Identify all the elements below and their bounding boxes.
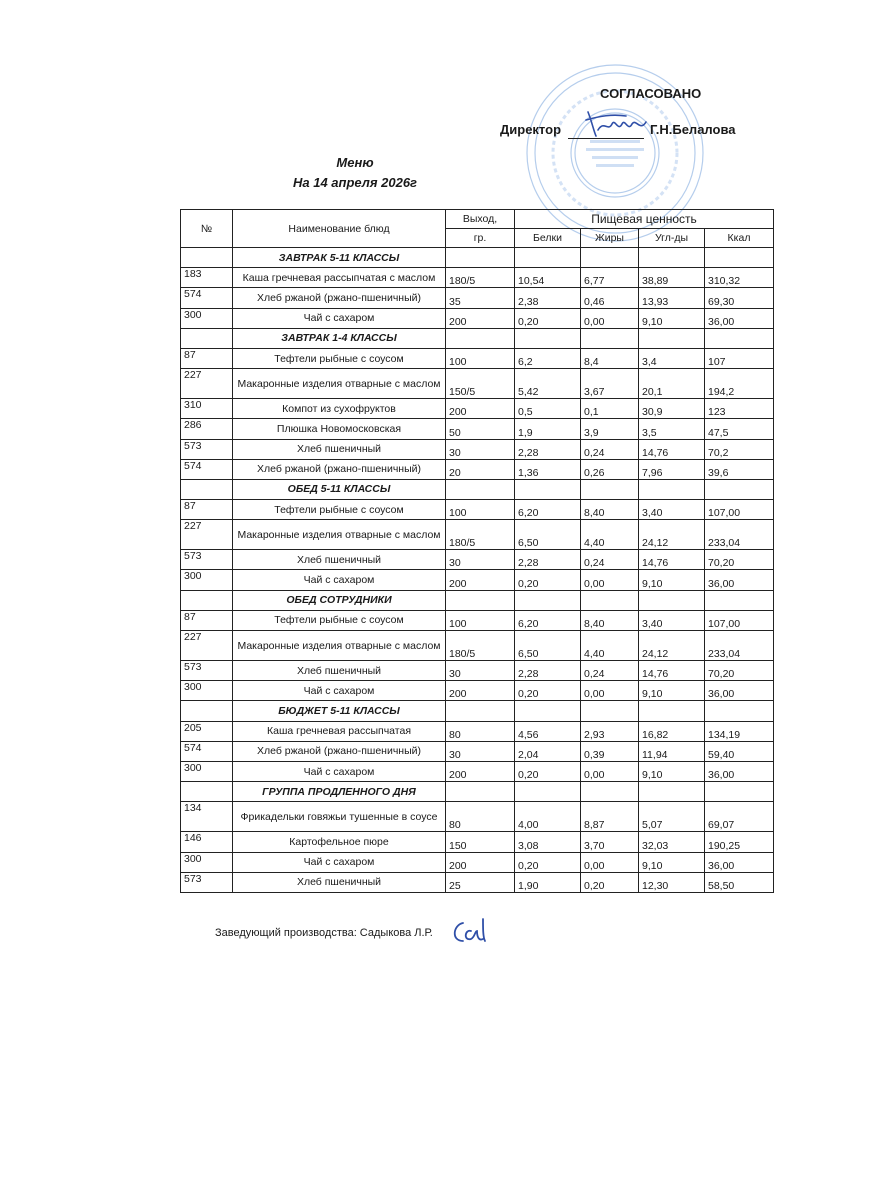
dish-fat: 0,24 xyxy=(581,661,639,681)
dish-protein: 0,20 xyxy=(515,681,581,701)
dish-fat: 0,00 xyxy=(581,308,639,328)
dish-fat: 0,20 xyxy=(581,872,639,892)
dish-yield: 80 xyxy=(446,802,515,832)
empty-cell xyxy=(515,248,581,268)
dish-yield: 35 xyxy=(446,288,515,308)
table-row xyxy=(181,439,774,459)
dish-carbs: 38,89 xyxy=(639,268,705,288)
dish-name: Хлеб ржаной (ржано-пшеничный) xyxy=(233,459,446,479)
dish-kcal: 39,6 xyxy=(705,459,774,479)
section-title: ГРУППА ПРОДЛЕННОГО ДНЯ xyxy=(233,782,446,802)
dish-name: Чай с сахаром xyxy=(233,570,446,590)
dish-name: Плюшка Новомосковская xyxy=(233,419,446,439)
menu-table xyxy=(180,209,774,893)
section-row xyxy=(181,701,774,721)
dish-carbs: 9,10 xyxy=(639,761,705,781)
table-row xyxy=(181,500,774,520)
director-name: Г.Н.Белалова xyxy=(650,122,736,137)
dish-carbs: 7,96 xyxy=(639,459,705,479)
dish-yield: 100 xyxy=(446,610,515,630)
dish-yield: 200 xyxy=(446,852,515,872)
dish-code: 300 xyxy=(181,761,233,781)
empty-cell xyxy=(639,782,705,802)
dish-name: Чай с сахаром xyxy=(233,681,446,701)
dish-carbs: 3,40 xyxy=(639,610,705,630)
dish-code: 300 xyxy=(181,681,233,701)
dish-yield: 100 xyxy=(446,500,515,520)
section-row xyxy=(181,479,774,499)
dish-fat: 3,70 xyxy=(581,832,639,852)
dish-fat: 8,4 xyxy=(581,348,639,368)
dish-kcal: 58,50 xyxy=(705,872,774,892)
header-yield: Выход, xyxy=(446,210,515,229)
empty-cell xyxy=(446,782,515,802)
dish-name: Картофельное пюре xyxy=(233,832,446,852)
header-dish: Наименование блюд xyxy=(233,210,446,248)
dish-carbs: 24,12 xyxy=(639,631,705,661)
dish-fat: 6,77 xyxy=(581,268,639,288)
dish-name: Макаронные изделия отварные с маслом xyxy=(233,631,446,661)
dish-name: Чай с сахаром xyxy=(233,852,446,872)
dish-name: Хлеб пшеничный xyxy=(233,661,446,681)
table-row xyxy=(181,399,774,419)
empty-cell xyxy=(515,590,581,610)
empty-cell xyxy=(705,782,774,802)
dish-yield: 200 xyxy=(446,308,515,328)
empty-cell xyxy=(515,701,581,721)
dish-kcal: 190,25 xyxy=(705,832,774,852)
dish-kcal: 70,2 xyxy=(705,439,774,459)
section-row xyxy=(181,782,774,802)
header-fat: Жиры xyxy=(581,229,639,248)
dish-code: 134 xyxy=(181,802,233,832)
table-row xyxy=(181,369,774,399)
section-title: БЮДЖЕТ 5-11 КЛАССЫ xyxy=(233,701,446,721)
dish-yield: 200 xyxy=(446,570,515,590)
dish-code: 146 xyxy=(181,832,233,852)
dish-code: 183 xyxy=(181,268,233,288)
dish-protein: 0,5 xyxy=(515,399,581,419)
dish-kcal: 123 xyxy=(705,399,774,419)
dish-fat: 4,40 xyxy=(581,520,639,550)
dish-carbs: 9,10 xyxy=(639,308,705,328)
dish-yield: 200 xyxy=(446,761,515,781)
section-title: ОБЕД СОТРУДНИКИ xyxy=(233,590,446,610)
empty-cell xyxy=(515,782,581,802)
empty-cell xyxy=(639,701,705,721)
dish-carbs: 5,07 xyxy=(639,802,705,832)
dish-yield: 100 xyxy=(446,348,515,368)
dish-fat: 0,46 xyxy=(581,288,639,308)
dish-name: Хлеб ржаной (ржано-пшеничный) xyxy=(233,288,446,308)
dish-kcal: 36,00 xyxy=(705,570,774,590)
dish-code: 227 xyxy=(181,631,233,661)
director-role: Директор xyxy=(500,122,562,137)
dish-yield: 200 xyxy=(446,681,515,701)
dish-kcal: 194,2 xyxy=(705,369,774,399)
dish-protein: 0,20 xyxy=(515,852,581,872)
header-carbs: Угл-ды xyxy=(639,229,705,248)
table-row xyxy=(181,681,774,701)
dish-carbs: 14,76 xyxy=(639,550,705,570)
signature-underline xyxy=(568,138,644,139)
table-row xyxy=(181,268,774,288)
table-row xyxy=(181,661,774,681)
empty-cell xyxy=(181,701,233,721)
empty-cell xyxy=(639,590,705,610)
dish-code: 574 xyxy=(181,741,233,761)
table-row xyxy=(181,348,774,368)
table-row xyxy=(181,741,774,761)
dish-carbs: 14,76 xyxy=(639,661,705,681)
empty-cell xyxy=(705,701,774,721)
dish-fat: 0,00 xyxy=(581,761,639,781)
dish-name: Фрикадельки говяжьи тушенные в соусе xyxy=(233,802,446,832)
dish-fat: 8,40 xyxy=(581,610,639,630)
dish-name: Каша гречневая рассыпчатая с маслом xyxy=(233,268,446,288)
dish-protein: 1,90 xyxy=(515,872,581,892)
dish-kcal: 47,5 xyxy=(705,419,774,439)
dish-protein: 6,2 xyxy=(515,348,581,368)
table-row xyxy=(181,761,774,781)
table-row xyxy=(181,610,774,630)
dish-code: 300 xyxy=(181,570,233,590)
dish-fat: 8,87 xyxy=(581,802,639,832)
dish-carbs: 9,10 xyxy=(639,852,705,872)
table-row xyxy=(181,852,774,872)
dish-name: Тефтели рыбные с соусом xyxy=(233,348,446,368)
table-row xyxy=(181,550,774,570)
dish-name: Хлеб пшеничный xyxy=(233,550,446,570)
menu-title: Меню xyxy=(336,155,374,170)
dish-yield: 80 xyxy=(446,721,515,741)
dish-protein: 6,50 xyxy=(515,631,581,661)
dish-kcal: 70,20 xyxy=(705,550,774,570)
dish-fat: 0,24 xyxy=(581,550,639,570)
table-row xyxy=(181,832,774,852)
dish-fat: 0,00 xyxy=(581,570,639,590)
dish-name: Хлеб ржаной (ржано-пшеничный) xyxy=(233,741,446,761)
dish-yield: 20 xyxy=(446,459,515,479)
dish-code: 286 xyxy=(181,419,233,439)
dish-code: 300 xyxy=(181,852,233,872)
dish-protein: 10,54 xyxy=(515,268,581,288)
dish-yield: 50 xyxy=(446,419,515,439)
manager-signature xyxy=(447,915,491,947)
dish-carbs: 3,5 xyxy=(639,419,705,439)
dish-protein: 5,42 xyxy=(515,369,581,399)
empty-cell xyxy=(581,479,639,499)
dish-protein: 4,00 xyxy=(515,802,581,832)
approval-heading: СОГЛАСОВАНО xyxy=(600,86,702,101)
dish-code: 205 xyxy=(181,721,233,741)
table-row xyxy=(181,520,774,550)
header-unit: гр. xyxy=(446,229,515,248)
empty-cell xyxy=(446,248,515,268)
dish-carbs: 12,30 xyxy=(639,872,705,892)
header-no: № xyxy=(181,210,233,248)
empty-cell xyxy=(181,248,233,268)
dish-protein: 6,20 xyxy=(515,610,581,630)
dish-code: 573 xyxy=(181,439,233,459)
empty-cell xyxy=(181,479,233,499)
dish-code: 87 xyxy=(181,348,233,368)
dish-protein: 2,04 xyxy=(515,741,581,761)
empty-cell xyxy=(446,328,515,348)
empty-cell xyxy=(581,782,639,802)
empty-cell xyxy=(515,479,581,499)
table-row xyxy=(181,721,774,741)
table-row xyxy=(181,308,774,328)
section-row xyxy=(181,328,774,348)
dish-fat: 3,67 xyxy=(581,369,639,399)
dish-kcal: 36,00 xyxy=(705,681,774,701)
empty-cell xyxy=(181,782,233,802)
dish-kcal: 69,30 xyxy=(705,288,774,308)
dish-code: 573 xyxy=(181,872,233,892)
dish-carbs: 16,82 xyxy=(639,721,705,741)
dish-name: Тефтели рыбные с соусом xyxy=(233,500,446,520)
section-title: ЗАВТРАК 1-4 КЛАССЫ xyxy=(233,328,446,348)
dish-kcal: 36,00 xyxy=(705,761,774,781)
dish-carbs: 14,76 xyxy=(639,439,705,459)
dish-kcal: 134,19 xyxy=(705,721,774,741)
section-row xyxy=(181,248,774,268)
header-nutrition: Пищевая ценность xyxy=(515,210,774,229)
table-row xyxy=(181,631,774,661)
table-row xyxy=(181,459,774,479)
dish-name: Макаронные изделия отварные с маслом xyxy=(233,520,446,550)
dish-code: 310 xyxy=(181,399,233,419)
dish-carbs: 3,4 xyxy=(639,348,705,368)
dish-protein: 0,20 xyxy=(515,570,581,590)
dish-kcal: 233,04 xyxy=(705,520,774,550)
empty-cell xyxy=(705,479,774,499)
dish-kcal: 107 xyxy=(705,348,774,368)
dish-carbs: 13,93 xyxy=(639,288,705,308)
empty-cell xyxy=(581,328,639,348)
dish-yield: 30 xyxy=(446,550,515,570)
dish-protein: 0,20 xyxy=(515,761,581,781)
dish-name: Компот из сухофруктов xyxy=(233,399,446,419)
dish-protein: 2,28 xyxy=(515,550,581,570)
dish-name: Хлеб пшеничный xyxy=(233,439,446,459)
table-row xyxy=(181,802,774,832)
menu-table-body xyxy=(181,248,774,893)
empty-cell xyxy=(705,248,774,268)
empty-cell xyxy=(639,479,705,499)
dish-fat: 0,1 xyxy=(581,399,639,419)
dish-carbs: 20,1 xyxy=(639,369,705,399)
dish-code: 227 xyxy=(181,520,233,550)
header-protein: Белки xyxy=(515,229,581,248)
dish-carbs: 3,40 xyxy=(639,500,705,520)
table-row xyxy=(181,419,774,439)
dish-code: 573 xyxy=(181,661,233,681)
dish-code: 574 xyxy=(181,459,233,479)
dish-protein: 4,56 xyxy=(515,721,581,741)
empty-cell xyxy=(446,590,515,610)
dish-carbs: 24,12 xyxy=(639,520,705,550)
dish-protein: 6,20 xyxy=(515,500,581,520)
dish-protein: 0,20 xyxy=(515,308,581,328)
dish-name: Тефтели рыбные с соусом xyxy=(233,610,446,630)
empty-cell xyxy=(639,328,705,348)
dish-kcal: 69,07 xyxy=(705,802,774,832)
dish-kcal: 107,00 xyxy=(705,610,774,630)
dish-fat: 0,26 xyxy=(581,459,639,479)
dish-fat: 8,40 xyxy=(581,500,639,520)
table-row xyxy=(181,570,774,590)
section-title: ОБЕД 5-11 КЛАССЫ xyxy=(233,479,446,499)
dish-protein: 6,50 xyxy=(515,520,581,550)
dish-protein: 2,38 xyxy=(515,288,581,308)
empty-cell xyxy=(705,328,774,348)
dish-name: Макаронные изделия отварные с маслом xyxy=(233,369,446,399)
footer-responsible: Заведующий производства: Садыкова Л.Р. xyxy=(215,927,433,939)
menu-date: На 14 апреля 2026г xyxy=(292,175,417,190)
dish-protein: 1,36 xyxy=(515,459,581,479)
dish-kcal: 107,00 xyxy=(705,500,774,520)
dish-carbs: 9,10 xyxy=(639,570,705,590)
table-row xyxy=(181,872,774,892)
empty-cell xyxy=(515,328,581,348)
dish-carbs: 11,94 xyxy=(639,741,705,761)
section-title: ЗАВТРАК 5-11 КЛАССЫ xyxy=(233,248,446,268)
empty-cell xyxy=(705,590,774,610)
dish-yield: 180/5 xyxy=(446,631,515,661)
dish-fat: 2,93 xyxy=(581,721,639,741)
dish-yield: 180/5 xyxy=(446,520,515,550)
empty-cell xyxy=(581,590,639,610)
dish-yield: 25 xyxy=(446,872,515,892)
dish-code: 573 xyxy=(181,550,233,570)
dish-protein: 2,28 xyxy=(515,439,581,459)
dish-yield: 30 xyxy=(446,661,515,681)
dish-name: Чай с сахаром xyxy=(233,308,446,328)
dish-kcal: 36,00 xyxy=(705,852,774,872)
dish-fat: 3,9 xyxy=(581,419,639,439)
dish-yield: 30 xyxy=(446,741,515,761)
empty-cell xyxy=(446,701,515,721)
dish-code: 87 xyxy=(181,610,233,630)
dish-yield: 200 xyxy=(446,399,515,419)
section-row xyxy=(181,590,774,610)
dish-name: Хлеб пшеничный xyxy=(233,872,446,892)
dish-yield: 180/5 xyxy=(446,268,515,288)
dish-code: 227 xyxy=(181,369,233,399)
dish-kcal: 70,20 xyxy=(705,661,774,681)
dish-fat: 4,40 xyxy=(581,631,639,661)
empty-cell xyxy=(181,328,233,348)
empty-cell xyxy=(639,248,705,268)
dish-protein: 2,28 xyxy=(515,661,581,681)
dish-fat: 0,39 xyxy=(581,741,639,761)
table-row xyxy=(181,288,774,308)
dish-code: 87 xyxy=(181,500,233,520)
dish-carbs: 9,10 xyxy=(639,681,705,701)
dish-carbs: 30,9 xyxy=(639,399,705,419)
dish-name: Каша гречневая рассыпчатая xyxy=(233,721,446,741)
table-header-row xyxy=(181,210,774,229)
dish-name: Чай с сахаром xyxy=(233,761,446,781)
dish-protein: 1,9 xyxy=(515,419,581,439)
dish-code: 300 xyxy=(181,308,233,328)
dish-fat: 0,00 xyxy=(581,852,639,872)
dish-carbs: 32,03 xyxy=(639,832,705,852)
dish-fat: 0,00 xyxy=(581,681,639,701)
empty-cell xyxy=(446,479,515,499)
director-signature xyxy=(582,108,652,140)
empty-cell xyxy=(581,701,639,721)
empty-cell xyxy=(581,248,639,268)
dish-yield: 150 xyxy=(446,832,515,852)
dish-kcal: 36,00 xyxy=(705,308,774,328)
dish-code: 574 xyxy=(181,288,233,308)
dish-protein: 3,08 xyxy=(515,832,581,852)
dish-fat: 0,24 xyxy=(581,439,639,459)
dish-kcal: 310,32 xyxy=(705,268,774,288)
empty-cell xyxy=(181,590,233,610)
dish-yield: 150/5 xyxy=(446,369,515,399)
dish-kcal: 233,04 xyxy=(705,631,774,661)
header-kcal: Ккал xyxy=(705,229,774,248)
dish-yield: 30 xyxy=(446,439,515,459)
dish-kcal: 59,40 xyxy=(705,741,774,761)
